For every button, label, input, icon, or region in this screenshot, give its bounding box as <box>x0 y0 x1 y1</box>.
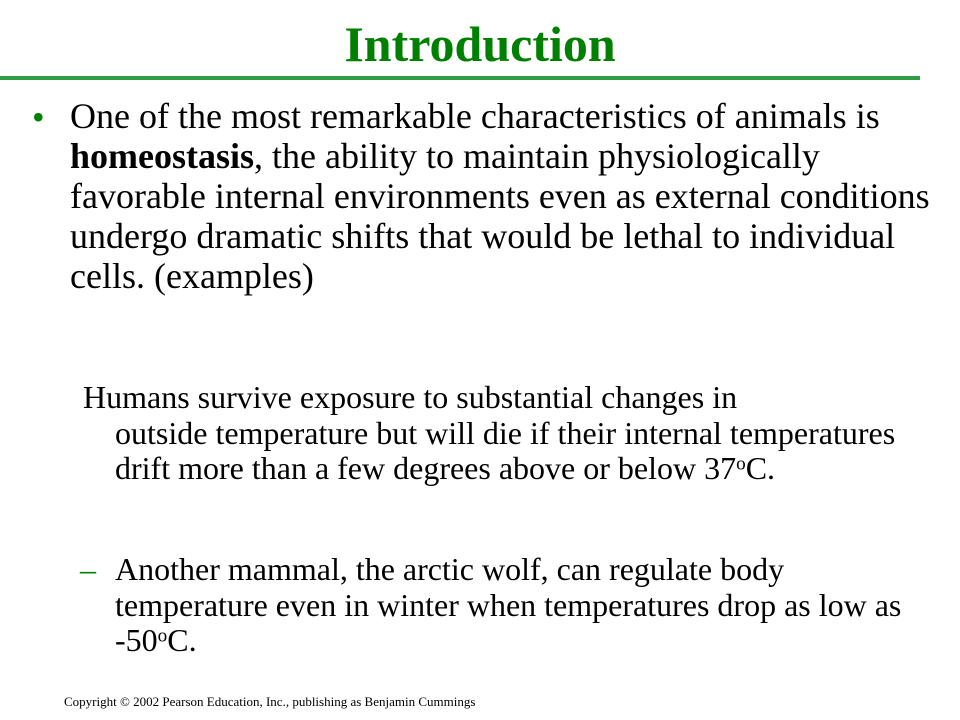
sub-point-humans <box>83 379 930 487</box>
main-bullet-text <box>70 96 930 296</box>
main-text-before: One of the most remarkable characteristics of animals is <box>70 96 880 136</box>
sub-point-humans-end: C. <box>745 450 776 486</box>
sub-point-arctic-wolf <box>80 551 930 659</box>
copyright-notice: Copyright © 2002 Pearson Education, Inc., publishing as Benjamin Cummings <box>64 694 476 709</box>
sub-point-wolf-end: C. <box>167 622 197 658</box>
title-underline <box>0 76 920 80</box>
sub-point-humans-rest: outside temperature but will die if their internal temperatures drift more than a few degrees above or below 37 <box>115 414 896 486</box>
dash-bullet-icon: – <box>80 551 96 587</box>
degree-superscript: o <box>157 625 168 647</box>
key-term-homeostasis: homeostasis <box>70 136 255 176</box>
sub-point-wolf-text: Another mammal, the arctic wolf, can regulate body temperature even in winter when temperatures drop as low as -50 <box>115 551 902 658</box>
slide-title: Introduction <box>344 16 616 72</box>
bullet-icon: • <box>32 97 45 137</box>
main-text-after: , the ability to maintain physiologically favorable internal environments even as external conditions undergo dramatic shifts that would be lethal to individual cells. (examples) <box>70 136 930 296</box>
sub-point-humans-first-line: Humans survive exposure to substantial changes in <box>83 379 738 415</box>
degree-superscript: o <box>736 453 746 475</box>
